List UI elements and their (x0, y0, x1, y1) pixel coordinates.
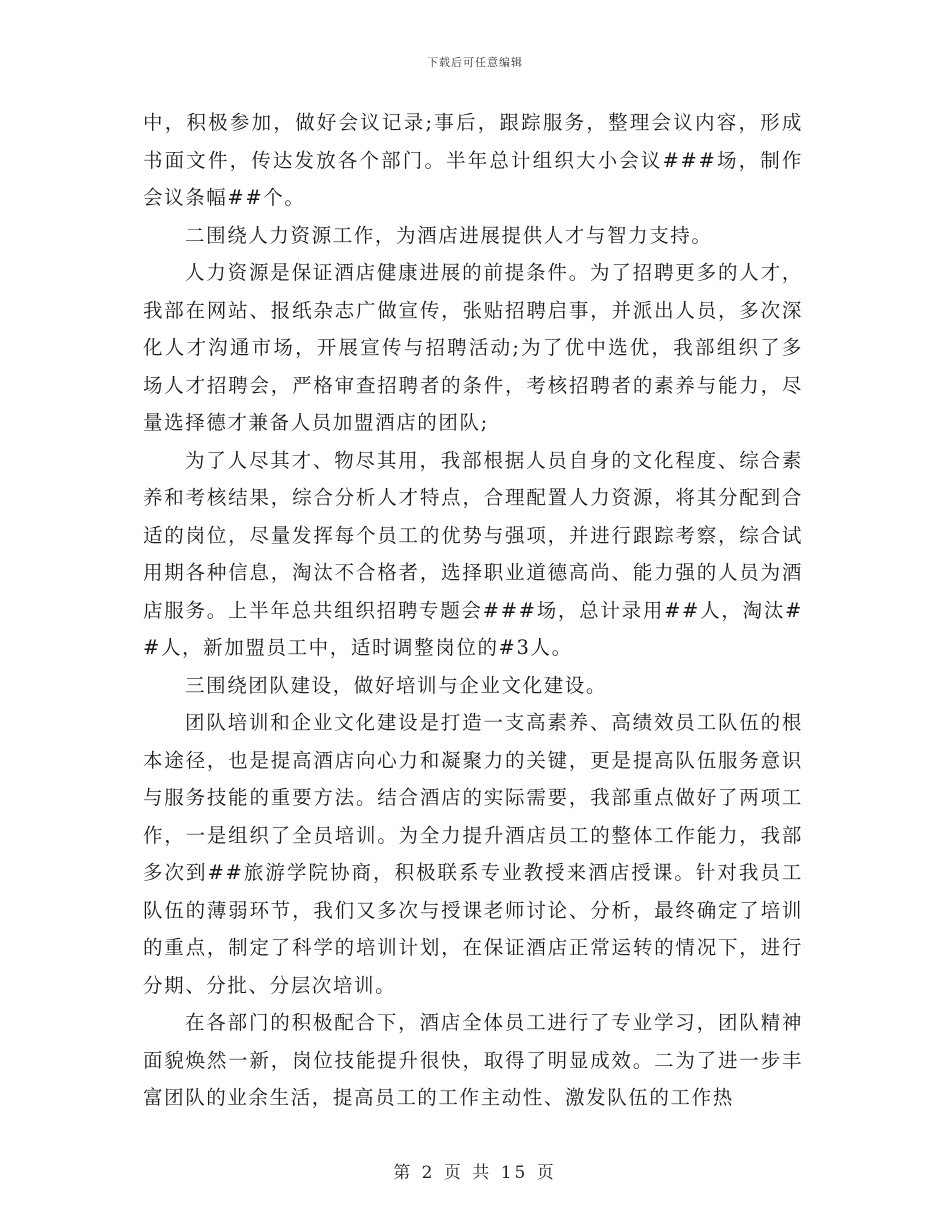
paragraph-4: 为了人尽其才、物尽其用，我部根据人员自身的文化程度、综合素养和考核结果，综合分析人才特点，合理配置人力资源，将其分配到合适的岗位，尽量发挥每个员工的优势与强项，并进行跟踪考察，综合试用期各种信息，淘汰不合格者，选择职业道德高尚、能力强的人员为酒店服务。上半年总共组织招聘专题会###场，总计录用##人，淘汰##人，新加盟员工中，适时调整岗位的#3人。 (143, 448, 803, 659)
paragraph-7: 在各部门的积极配合下，酒店全体员工进行了专业学习，团队精神面貌焕然一新，岗位技能提升很快，取得了明显成效。二为了进一步丰富团队的业余生活，提高员工的工作主动性、激发队伍的工作热 (143, 1011, 803, 1109)
page-number: 第 2 页 共 15 页 (393, 1163, 557, 1183)
paragraph-1: 中，积极参加，做好会议记录;事后，跟踪服务，整理会议内容，形成书面文件，传达发放各个部门。半年总计组织大小会议###场，制作会议条幅##个。 (143, 111, 803, 209)
paragraph-2: 二围绕人力资源工作，为酒店进展提供人才与智力支持。 (185, 223, 713, 247)
document-body (143, 104, 803, 1117)
paragraph-3: 人力资源是保证酒店健康进展的前提条件。为了招聘更多的人才，我部在网站、报纸杂志广做宣传，张贴招聘启事，并派出人员，多次深化人才沟通市场，开展宣传与招聘活动;为了优中选优，我部组织了多场人才招聘会，严格审查招聘者的条件，考核招聘者的素养与能力，尽量选择德才兼备人员加盟酒店的团队; (143, 261, 803, 434)
paragraph-6: 团队培训和企业文化建设是打造一支高素养、高绩效员工队伍的根本途径，也是提高酒店向心力和凝聚力的关键，更是提高队伍服务意识与服务技能的重要方法。结合酒店的实际需要，我部重点做好了两项工作，一是组织了全员培训。为全力提升酒店员工的整体工作能力，我部多次到##旅游学院协商，积极联系专业教授来酒店授课。针对我员工队伍的薄弱环节，我们又多次与授课老师讨论、分析，最终确定了培训的重点，制定了科学的培训计划，在保证酒店正常运转的情况下，进行分期、分批、分层次培训。 (143, 711, 803, 997)
page-header: 下载后可任意编辑 (427, 56, 523, 69)
paragraph-5: 三围绕团队建设，做好培训与企业文化建设。 (185, 673, 608, 697)
